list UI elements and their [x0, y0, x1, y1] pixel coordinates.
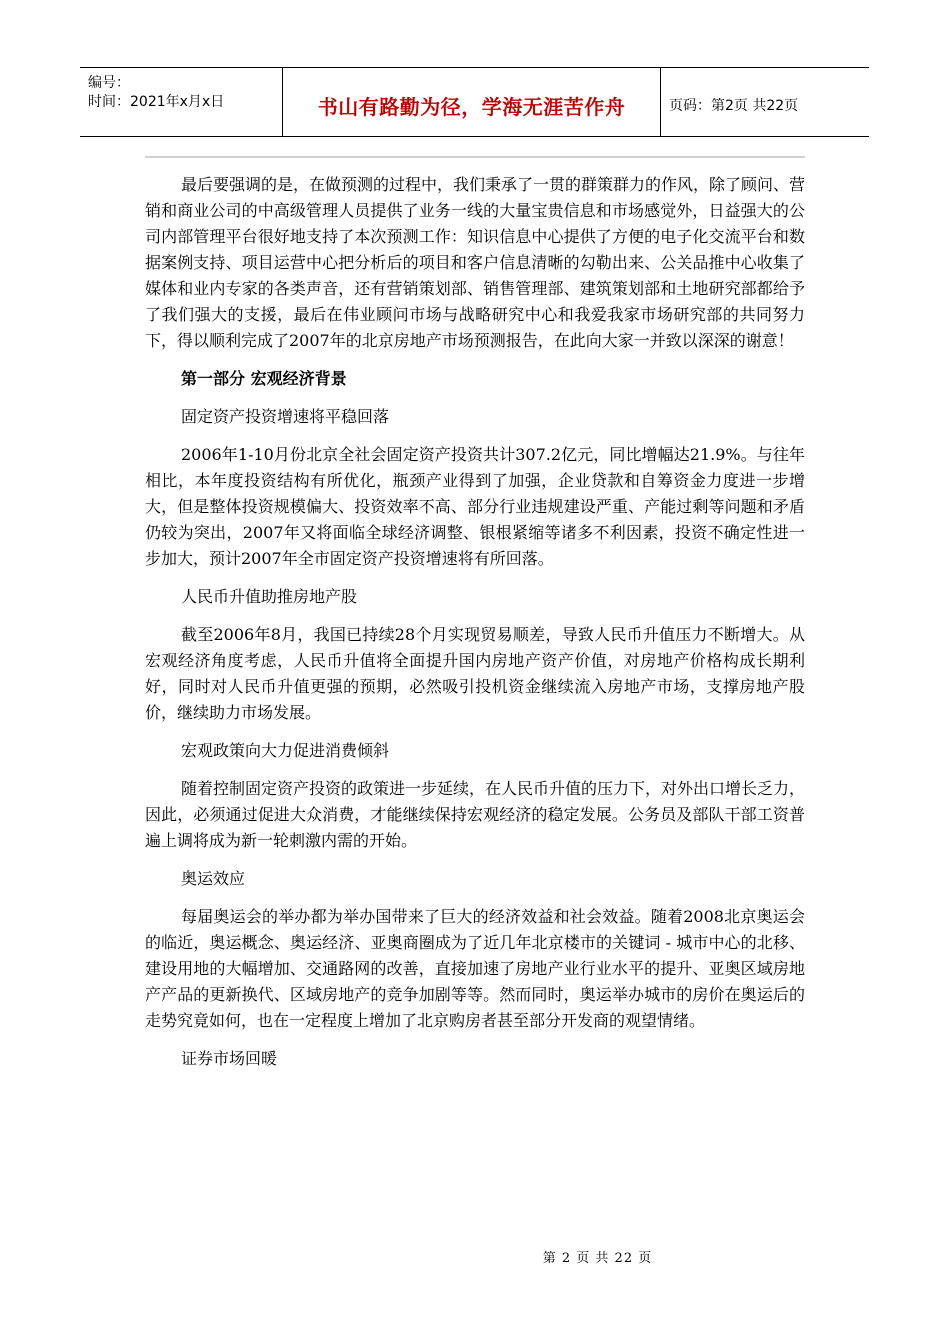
- document-body: [145, 172, 805, 1084]
- document-date-label: 时间：2021年x月x日: [88, 94, 225, 110]
- header-divider: [145, 156, 805, 158]
- header-motto: 书山有路勤为径，学海无涯苦作舟: [283, 68, 661, 136]
- page-header: [80, 67, 869, 137]
- page-footer: [0, 1247, 950, 1266]
- header-page-label: 页码：第2页 共22页: [669, 98, 799, 114]
- paragraph-rmb: 截至2006年8月，我国已持续28个月实现贸易顺差，导致人民币升值压力不断增大。从宏观经济角度考虑，人民币升值将全面提升国内房地产资产价值，对房地产价格构成长期利好，同时对人民币升值更强的预期，必然吸引投机资金继续流入房地产市场，支撑房地产股价，继续助力市场发展。: [145, 625, 805, 722]
- header-meta: [80, 68, 283, 136]
- section-heading-investment: 固定资产投资增速将平稳回落: [181, 407, 390, 426]
- footer-page-number: 第 2 页 共 22 页: [542, 1251, 653, 1266]
- section-heading-olympics: 奥运效应: [181, 869, 246, 888]
- paragraph-policy: 随着控制固定资产投资的政策进一步延续，在人民币升值的压力下，对外出口增长乏力，因此，必须通过促进大众消费，才能继续保持宏观经济的稳定发展。公务员及部队干部工资普遍上调将成为新一轮刺激内需的开始。: [145, 779, 806, 850]
- section-heading-rmb: 人民币升值助推房地产股: [181, 587, 358, 606]
- paragraph-investment: 2006年1-10月份北京全社会固定资产投资共计307.2亿元，同比增幅达21.9%。与往年相比，本年度投资结构有所优化，瓶颈产业得到了加强，企业贷款和自筹资金力度进一步增大，但是整体投资规模偏大、投资效率不高、部分行业违规建设严重、产能过剩等问题和矛盾仍较为突出，2007年又将面临全球经济调整、银根紧缩等诸多不利因素，投资不确定性进一步加大，预计2007年全市固定资产投资增速将有所回落。: [145, 445, 805, 568]
- section-heading-policy: 宏观政策向大力促进消费倾斜: [181, 741, 390, 760]
- paragraph-olympics: 每届奥运会的举办都为举办国带来了巨大的经济效益和社会效益。随着2008北京奥运会的临近，奥运概念、奥运经济、亚奥商圈成为了近几年北京楼市的关键词 - 城市中心的北移、建设用地的大幅增加、交通路网的改善，直接加速了房地产业行业水平的提升、亚奥区域房地产产品的更新换代、区域房地产的竞争加剧等等。然而同时，奥运举办城市的房价在奥运后的走势究竟如何，也在一定程度上增加了北京购房者甚至部分开发商的观望情绪。: [145, 907, 805, 1030]
- document-number-label: 编号：: [88, 75, 130, 91]
- section-heading-securities: 证券市场回暖: [181, 1049, 278, 1068]
- intro-paragraph: 最后要强调的是，在做预测的过程中，我们秉承了一贯的群策群力的作风，除了顾问、营销和商业公司的中高级管理人员提供了业务一线的大量宝贵信息和市场感觉外，日益强大的公司内部管理平台很好地支持了本次预测工作：知识信息中心提供了方便的电子化交流平台和数据案例支持、项目运营中心把分析后的项目和客户信息清晰的勾勒出来、公关品推中心收集了媒体和业内专家的各类声音，还有营销策划部、销售管理部、建筑策划部和土地研究部都给予了我们强大的支援，最后在伟业顾问市场与战略研究中心和我爱我家市场研究部的共同努力下，得以顺利完成了2007年的北京房地产市场预测报告，在此向大家一并致以深深的谢意！: [145, 175, 806, 350]
- part-title: 第一部分 宏观经济背景: [181, 369, 347, 388]
